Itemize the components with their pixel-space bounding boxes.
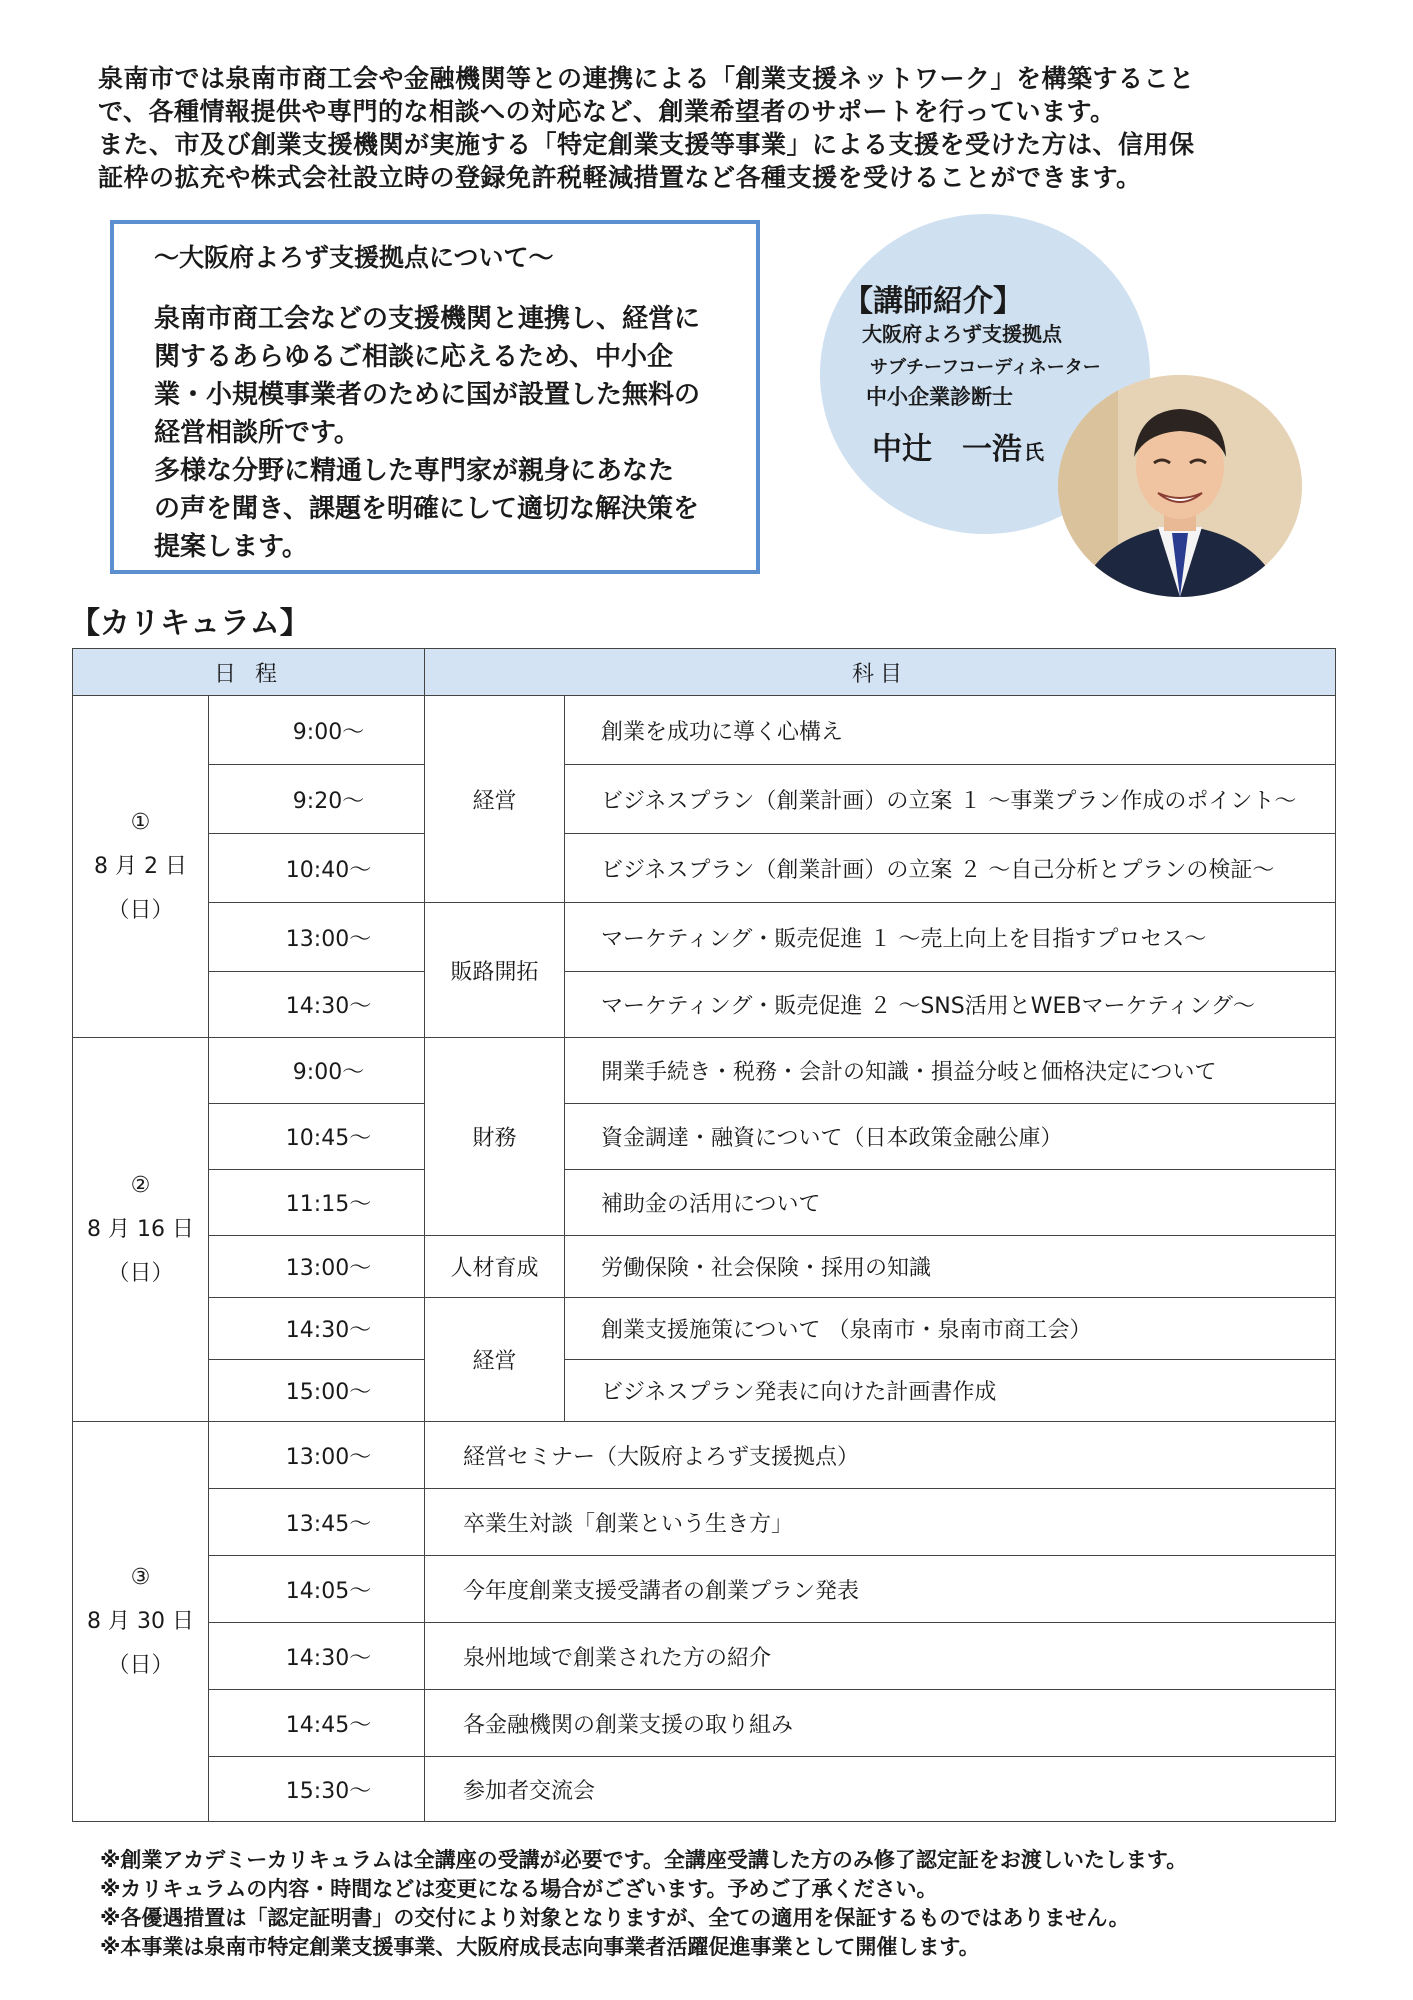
- day-number: ②: [130, 1172, 151, 1198]
- time-cell: 9:00～: [209, 1038, 425, 1104]
- yorozu-title: ～大阪府よろず支援拠点について～: [154, 243, 554, 272]
- category-cell: 経営: [425, 696, 565, 903]
- subject-cell: 補助金の活用について: [565, 1170, 1336, 1236]
- note-line: ※本事業は泉南市特定創業支援事業、大阪府成長志向事業者活躍促進事業として開催します。: [100, 1935, 980, 1959]
- instructor-name: 中辻 一浩: [872, 432, 1022, 467]
- day-number: ①: [130, 809, 151, 835]
- table-row: [73, 972, 1336, 1038]
- day-number: ③: [130, 1564, 151, 1590]
- header-row: [73, 649, 1336, 696]
- day-date: 8 月 30 日: [87, 1608, 194, 1634]
- yorozu-info-box: [110, 220, 760, 574]
- yorozu-line: 経営相談所です。: [154, 418, 360, 448]
- instructor-honorific: 氏: [1024, 440, 1044, 464]
- table-row: [73, 1422, 1336, 1489]
- instructor-photo: [1058, 375, 1302, 597]
- portrait-illustration: [1058, 375, 1302, 597]
- table-row: [73, 1170, 1336, 1236]
- category-cell: 人材育成: [425, 1236, 565, 1298]
- instructor-role: サブチーフコーディネーター: [870, 357, 1101, 378]
- table-row: [73, 1489, 1336, 1556]
- subject-cell: 各金融機関の創業支援の取り組み: [425, 1690, 1336, 1757]
- subject-cell: ビジネスプラン（創業計画）の立案 ２ ～自己分析とプランの検証～: [565, 834, 1336, 903]
- time-cell: 15:30～: [209, 1757, 425, 1822]
- table-row: [73, 903, 1336, 972]
- intro-line: また、市及び創業支援機関が実施する「特定創業支援等事業」による支援を受けた方は、信用保: [98, 130, 1195, 159]
- subject-cell: ビジネスプラン（創業計画）の立案 １ ～事業プラン作成のポイント～: [565, 765, 1336, 834]
- yorozu-line: の声を聞き、課題を明確にして適切な解決策を: [154, 494, 699, 524]
- time-cell: 9:20～: [209, 765, 425, 834]
- subject-cell: 創業を成功に導く心構え: [565, 696, 1336, 765]
- table-row: [73, 765, 1336, 834]
- table-row: [73, 1623, 1336, 1690]
- intro-line: 泉南市では泉南市商工会や金融機関等との連携による「創業支援ネットワーク」を構築すること: [98, 64, 1195, 93]
- subject-cell: マーケティング・販売促進 ２ ～SNS活用とWEBマーケティング～: [565, 972, 1336, 1038]
- subject-cell: 開業手続き・税務・会計の知識・損益分岐と価格決定について: [565, 1038, 1336, 1104]
- table-row: [73, 1690, 1336, 1757]
- note-line: ※創業アカデミーカリキュラムは全講座の受講が必要です。全講座受講した方のみ修了認定証をお渡しいたします。: [100, 1848, 1188, 1872]
- time-cell: 14:05～: [209, 1556, 425, 1623]
- notes: [100, 1846, 1187, 1962]
- intro-paragraph: [98, 62, 1328, 194]
- subject-cell: ビジネスプラン発表に向けた計画書作成: [565, 1360, 1336, 1422]
- subject-cell: 卒業生対談「創業という生き方」: [425, 1489, 1336, 1556]
- note-line: ※カリキュラムの内容・時間などは変更になる場合がございます。予めご了承ください。: [100, 1877, 938, 1901]
- intro-line: 証枠の拡充や株式会社設立時の登録免許税軽減措置など各種支援を受けることができます。: [98, 163, 1142, 192]
- table-row: [73, 1298, 1336, 1360]
- category-cell: 財務: [425, 1038, 565, 1236]
- subject-cell: 創業支援施策について （泉南市・泉南市商工会）: [565, 1298, 1336, 1360]
- day-cell: [73, 696, 209, 1038]
- category-cell: 経営: [425, 1298, 565, 1422]
- day-weekday: （日）: [107, 1260, 174, 1286]
- day-weekday: （日）: [107, 897, 174, 923]
- time-cell: 10:45～: [209, 1104, 425, 1170]
- time-cell: 13:00～: [209, 903, 425, 972]
- subject-cell: 労働保険・社会保険・採用の知識: [565, 1236, 1336, 1298]
- time-cell: 9:00～: [209, 696, 425, 765]
- time-cell: 14:45～: [209, 1690, 425, 1757]
- table-row: [73, 1556, 1336, 1623]
- time-cell: 13:45～: [209, 1489, 425, 1556]
- table-row: [73, 1360, 1336, 1422]
- yorozu-line: 提案します。: [154, 532, 308, 562]
- instructor-heading: 【講師紹介】: [843, 284, 1023, 319]
- subject-cell: 今年度創業支援受講者の創業プラン発表: [425, 1556, 1336, 1623]
- time-cell: 13:00～: [209, 1422, 425, 1489]
- subject-cell: 泉州地域で創業された方の紹介: [425, 1623, 1336, 1690]
- time-cell: 11:15～: [209, 1170, 425, 1236]
- instructor-qualification: 中小企業診断士: [866, 385, 1013, 409]
- table-row: [73, 1236, 1336, 1298]
- note-line: ※各優遇措置は「認定証明書」の交付により対象となりますが、全ての適用を保証するものではありません。: [100, 1906, 1130, 1930]
- table-row: [73, 696, 1336, 765]
- yorozu-line: 業・小規模事業者のために国が設置した無料の: [154, 380, 701, 410]
- time-cell: 10:40～: [209, 834, 425, 903]
- subject-header: 科目: [425, 649, 1336, 696]
- yorozu-line: 関するあらゆるご相談に応えるため、中小企: [154, 342, 673, 372]
- instructor-name-line: [872, 424, 1044, 468]
- table-row: [73, 1757, 1336, 1822]
- time-cell: 13:00～: [209, 1236, 425, 1298]
- day-cell: [73, 1422, 209, 1822]
- time-cell: 14:30～: [209, 972, 425, 1038]
- schedule-header: 日 程: [73, 649, 425, 696]
- curriculum-table: [72, 648, 1336, 1822]
- subject-cell: 経営セミナー（大阪府よろず支援拠点）: [425, 1422, 1336, 1489]
- day-date: 8 月 2 日: [94, 853, 187, 879]
- table-row: [73, 834, 1336, 903]
- day-cell: [73, 1038, 209, 1422]
- table-row: [73, 1104, 1336, 1170]
- table-row: [73, 1038, 1336, 1104]
- day-weekday: （日）: [107, 1652, 174, 1678]
- time-cell: 14:30～: [209, 1298, 425, 1360]
- instructor-org: 大阪府よろず支援拠点: [862, 322, 1062, 346]
- yorozu-line: 泉南市商工会などの支援機関と連携し、経営に: [154, 304, 701, 334]
- day-date: 8 月 16 日: [87, 1216, 194, 1242]
- yorozu-body: [154, 300, 734, 566]
- intro-line: で、各種情報提供や専門的な相談への対応など、創業希望者のサポートを行っています。: [98, 97, 1116, 126]
- category-cell: 販路開拓: [425, 903, 565, 1038]
- yorozu-line: 多様な分野に精通した専門家が親身にあなた: [154, 456, 675, 486]
- subject-cell: 資金調達・融資について（日本政策金融公庫）: [565, 1104, 1336, 1170]
- time-cell: 14:30～: [209, 1623, 425, 1690]
- subject-cell: マーケティング・販売促進 １ ～売上向上を目指すプロセス～: [565, 903, 1336, 972]
- subject-cell: 参加者交流会: [425, 1757, 1336, 1822]
- time-cell: 15:00～: [209, 1360, 425, 1422]
- curriculum-heading: 【カリキュラム】: [70, 606, 310, 641]
